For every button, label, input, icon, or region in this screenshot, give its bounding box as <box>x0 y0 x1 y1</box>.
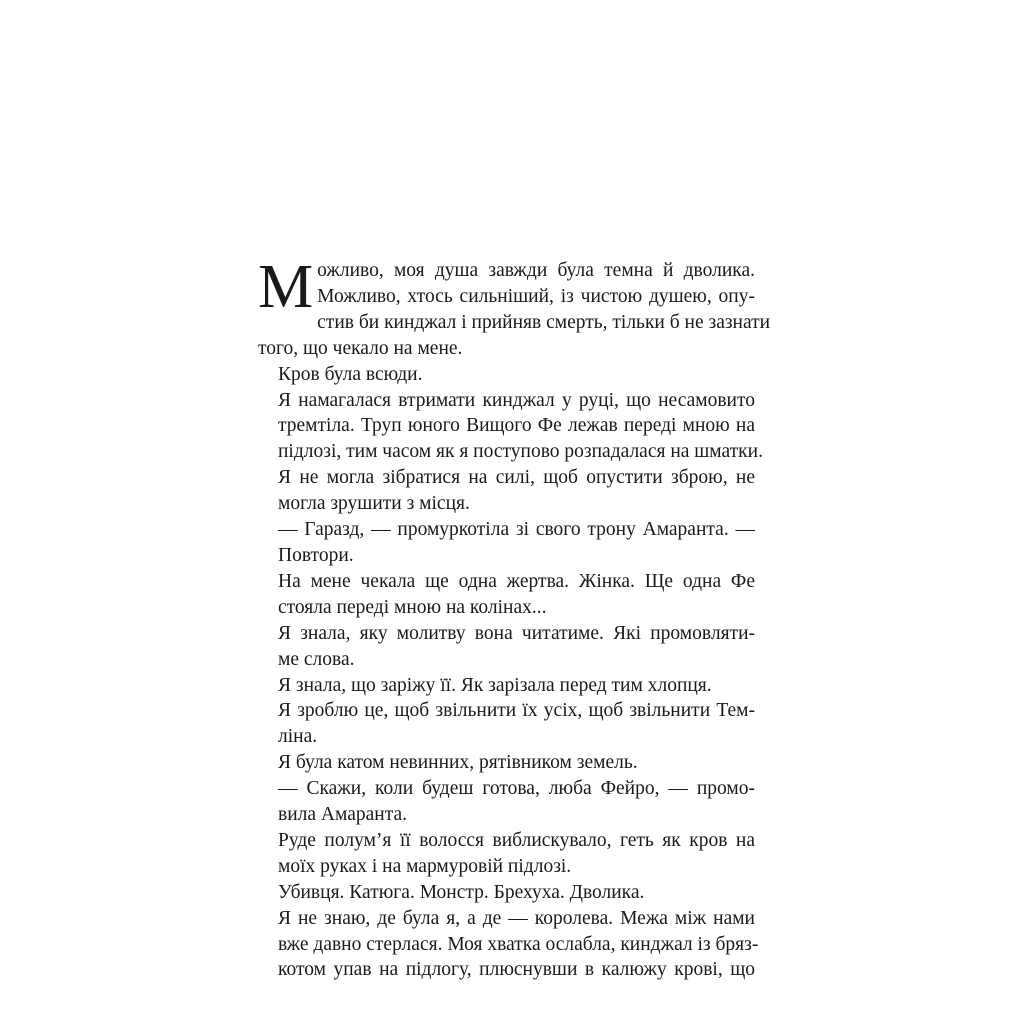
text-line: — Скажи, коли будеш готова, люба Фейро, — промо- <box>278 778 755 800</box>
text-line: Я знала, що заріжу її. Як зарізала перед тим хлопця. <box>278 674 712 696</box>
drop-cap: М <box>258 253 314 321</box>
text-line: вила Амаранта. <box>278 804 407 826</box>
text-line: тремтіла. Труп юного Вищого Фе лежав переді мною на <box>278 415 755 437</box>
text-line: Я знала, яку молитву вона читатиме. Які промовляти- <box>278 622 755 644</box>
paragraph <box>258 517 755 569</box>
text-line: Кров була всюди. <box>278 363 423 385</box>
text-line: того, що чекало на мене. <box>258 337 463 359</box>
paragraph <box>258 362 755 388</box>
paragraph <box>258 673 755 699</box>
text-line: Я намагалася втримати кинджал у руці, що несамовито <box>278 389 755 411</box>
text-line: Руде полум’я її волосся виблискувало, геть як кров на <box>278 829 755 851</box>
text-line: Убивця. Катюга. Монстр. Брехуха. Дволика. <box>278 881 645 903</box>
text-line: ліна. <box>278 726 318 748</box>
text-line: підлозі, тим часом як я поступово розпадалася на шматки. <box>278 441 763 463</box>
text-line: вже давно стерлася. Моя хватка ослабла, кинджал із бряз- <box>278 933 759 955</box>
text-line: Повтори. <box>278 544 354 566</box>
paragraph <box>258 776 755 828</box>
text-line: — Гаразд, — промуркотіла зі свого трону Амаранта. — <box>278 519 755 541</box>
text-line: ме слова. <box>278 648 355 670</box>
text-line: котом упав на підлогу, плюснувши в калюжу крові, що <box>278 959 755 981</box>
paragraph <box>258 880 755 906</box>
paragraph <box>258 388 763 466</box>
paragraph <box>258 750 755 776</box>
text-line: могла зрушити з місця. <box>278 493 470 515</box>
paragraph <box>258 253 771 362</box>
paragraph <box>258 906 759 984</box>
paragraph <box>258 465 755 517</box>
text-line: ожливо, моя душа завжди була темна й дволика. <box>317 260 755 281</box>
text-line: Можливо, хтось сильніший, із чистою душею, опу- <box>317 285 755 307</box>
text-line: Я не могла зібратися на силі, щоб опустити зброю, не <box>278 467 755 489</box>
paragraph <box>258 621 755 673</box>
book-page-text <box>258 253 771 983</box>
text-line: моїх руках і на мармуровій підлозі. <box>278 855 572 877</box>
paragraph <box>258 828 755 880</box>
text-line: Я була катом невинних, рятівником земель. <box>278 752 638 774</box>
text-line: стив би кинджал і прийняв смерть, тільки б не зазнати <box>317 311 771 333</box>
text-line: Я зроблю це, щоб звільнити їх усіх, щоб звільнити Тем- <box>278 700 755 722</box>
text-line: Я не знаю, де була я, а де — королева. Межа між нами <box>278 907 755 929</box>
text-line: На мене чекала ще одна жертва. Жінка. Ще одна Фе <box>278 570 755 592</box>
paragraph <box>258 698 755 750</box>
text-line: стояла переді мною на колінах... <box>278 596 547 618</box>
paragraph <box>258 569 755 621</box>
